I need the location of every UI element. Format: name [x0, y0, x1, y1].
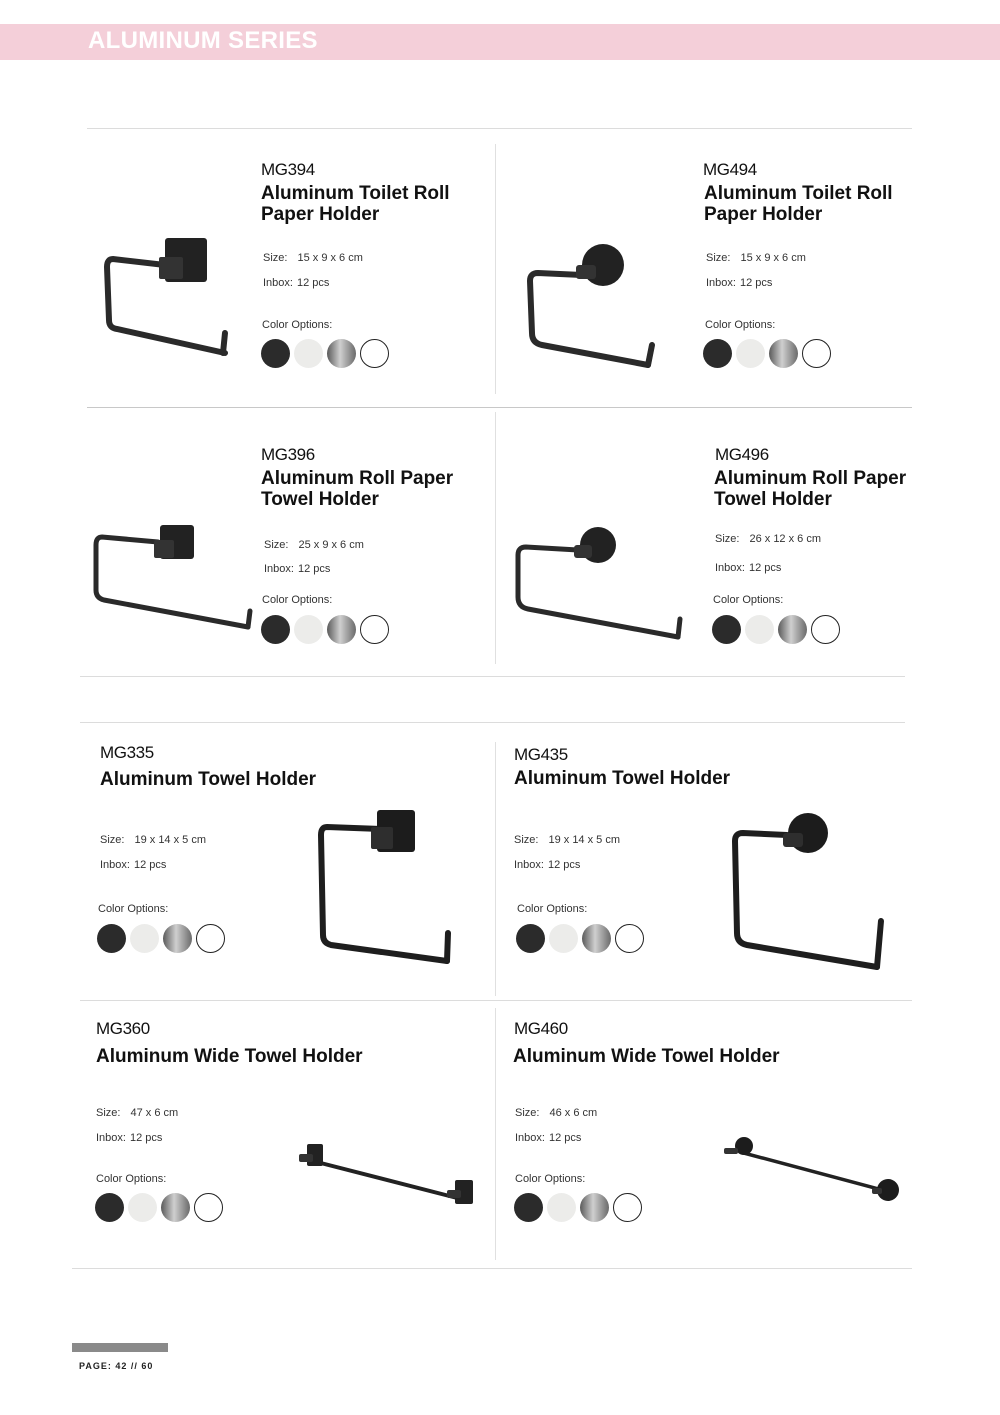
inbox-row — [100, 859, 166, 871]
inbox-label: Inbox: — [264, 563, 294, 575]
color-swatches — [261, 615, 389, 644]
product-code: MG496 — [715, 445, 769, 464]
size-label: Size: — [96, 1107, 121, 1119]
product-name — [704, 183, 893, 225]
inbox-label: Inbox: — [100, 859, 130, 871]
product-name-line: Aluminum Roll Paper — [261, 468, 454, 489]
product-name-line: Aluminum Toilet Roll — [261, 183, 450, 204]
color-options-label: Color Options: — [98, 903, 169, 915]
color-swatches — [712, 615, 840, 644]
inbox-row — [96, 1132, 162, 1144]
swatch-outline — [360, 339, 389, 368]
inbox-row — [514, 859, 580, 871]
swatch-black — [261, 339, 290, 368]
product-code: MG435 — [514, 745, 568, 764]
product-code: MG394 — [261, 160, 315, 179]
round-towel-ring-icon — [725, 805, 895, 975]
size-label: Size: — [715, 533, 740, 545]
swatch-black — [97, 924, 126, 953]
product-name — [714, 468, 906, 510]
inbox-label: Inbox: — [515, 1132, 545, 1144]
product-code: MG396 — [261, 445, 315, 464]
color-swatches — [514, 1193, 642, 1222]
inbox-label: Inbox: — [96, 1132, 126, 1144]
product-name-line: Aluminum Wide Towel Holder — [513, 1046, 780, 1067]
swatch-chrome — [163, 924, 192, 953]
swatch-white — [549, 924, 578, 953]
swatch-white — [736, 339, 765, 368]
divider — [80, 1000, 912, 1001]
size-row — [263, 252, 363, 264]
square-towel-bar-icon — [295, 1138, 480, 1210]
product-name-line: Paper Holder — [261, 204, 380, 225]
color-swatches — [261, 339, 389, 368]
product-name-line: Paper Holder — [704, 204, 823, 225]
swatch-black — [95, 1193, 124, 1222]
inbox-value: 12 pcs — [748, 562, 782, 574]
swatch-black — [712, 615, 741, 644]
size-row — [264, 539, 364, 551]
inbox-value: 12 pcs — [296, 277, 330, 289]
round-towel-bar-icon — [720, 1132, 910, 1207]
swatch-chrome — [580, 1193, 609, 1222]
swatch-white — [294, 615, 323, 644]
product-name — [261, 468, 453, 510]
inbox-value: 12 pcs — [297, 563, 331, 575]
swatch-white — [547, 1193, 576, 1222]
size-value: 19 x 14 x 5 cm — [134, 834, 207, 846]
swatch-black — [261, 615, 290, 644]
color-options-label: Color Options: — [262, 594, 333, 606]
divider — [80, 676, 905, 677]
size-value: 19 x 14 x 5 cm — [548, 834, 621, 846]
swatch-outline — [196, 924, 225, 953]
product-code: MG335 — [100, 743, 154, 762]
product-name — [96, 1046, 363, 1067]
size-row — [706, 252, 806, 264]
page-title: ALUMINUM SERIES — [88, 27, 318, 54]
square-roll-towel-holder-icon — [88, 515, 258, 640]
swatch-chrome — [327, 615, 356, 644]
product-code: MG360 — [96, 1019, 150, 1038]
size-row — [514, 834, 620, 846]
inbox-label: Inbox: — [706, 277, 736, 289]
swatch-chrome — [769, 339, 798, 368]
product-name-line: Aluminum Roll Paper — [714, 468, 907, 489]
inbox-label: Inbox: — [514, 859, 544, 871]
size-row — [96, 1107, 178, 1119]
product-name — [100, 769, 316, 790]
round-toilet-roll-holder-icon — [520, 235, 665, 375]
color-swatches — [95, 1193, 223, 1222]
product-code: MG494 — [703, 160, 757, 179]
color-options-label: Color Options: — [96, 1173, 167, 1185]
size-label: Size: — [706, 252, 731, 264]
column-divider — [495, 412, 496, 664]
inbox-row — [706, 277, 772, 289]
inbox-label: Inbox: — [715, 562, 745, 574]
size-value: 15 x 9 x 6 cm — [297, 252, 363, 264]
product-name — [513, 1046, 780, 1067]
divider — [72, 1268, 912, 1269]
swatch-white — [130, 924, 159, 953]
color-swatches — [516, 924, 644, 953]
inbox-row — [715, 562, 781, 574]
size-label: Size: — [100, 834, 125, 846]
product-name — [261, 183, 450, 225]
swatch-black — [703, 339, 732, 368]
swatch-chrome — [161, 1193, 190, 1222]
size-label: Size: — [264, 539, 289, 551]
product-code: MG460 — [514, 1019, 568, 1038]
inbox-value: 12 pcs — [133, 859, 167, 871]
swatch-outline — [360, 615, 389, 644]
divider — [80, 722, 905, 723]
swatch-chrome — [327, 339, 356, 368]
column-divider — [495, 742, 496, 996]
column-divider — [495, 144, 496, 394]
size-value: 25 x 9 x 6 cm — [298, 539, 364, 551]
product-name-line: Towel Holder — [261, 489, 379, 510]
swatch-black — [516, 924, 545, 953]
swatch-white — [294, 339, 323, 368]
square-toilet-roll-holder-icon — [95, 225, 240, 365]
divider — [87, 128, 912, 129]
size-row — [515, 1107, 597, 1119]
inbox-label: Inbox: — [263, 277, 293, 289]
size-label: Size: — [515, 1107, 540, 1119]
inbox-value: 12 pcs — [547, 859, 581, 871]
swatch-black — [514, 1193, 543, 1222]
swatch-outline — [615, 924, 644, 953]
divider — [87, 407, 912, 408]
inbox-row — [264, 563, 330, 575]
swatch-outline — [194, 1193, 223, 1222]
swatch-chrome — [778, 615, 807, 644]
inbox-value: 12 pcs — [739, 277, 773, 289]
product-name-line: Aluminum Wide Towel Holder — [96, 1046, 363, 1067]
color-swatches — [97, 924, 225, 953]
size-value: 46 x 6 cm — [549, 1107, 598, 1119]
swatch-outline — [802, 339, 831, 368]
page-number: PAGE: 42 // 60 — [79, 1361, 154, 1371]
size-value: 47 x 6 cm — [130, 1107, 179, 1119]
swatch-outline — [613, 1193, 642, 1222]
color-options-label: Color Options: — [517, 903, 588, 915]
footer-bar — [72, 1343, 168, 1352]
product-name-line: Aluminum Towel Holder — [514, 768, 731, 789]
swatch-outline — [811, 615, 840, 644]
color-options-label: Color Options: — [262, 319, 333, 331]
size-row — [715, 533, 821, 545]
product-name-line: Aluminum Towel Holder — [100, 769, 317, 790]
product-name-line: Towel Holder — [714, 489, 832, 510]
size-value: 15 x 9 x 6 cm — [740, 252, 806, 264]
product-name-line: Aluminum Toilet Roll — [704, 183, 893, 204]
round-roll-towel-holder-icon — [510, 525, 690, 650]
inbox-value: 12 pcs — [548, 1132, 582, 1144]
header-banner — [0, 24, 1000, 60]
swatch-chrome — [582, 924, 611, 953]
color-swatches — [703, 339, 831, 368]
color-options-label: Color Options: — [705, 319, 776, 331]
square-towel-ring-icon — [315, 805, 465, 970]
size-label: Size: — [514, 834, 539, 846]
inbox-value: 12 pcs — [129, 1132, 163, 1144]
product-name — [514, 768, 730, 789]
inbox-row — [515, 1132, 581, 1144]
size-label: Size: — [263, 252, 288, 264]
column-divider — [495, 1008, 496, 1260]
size-value: 26 x 12 x 6 cm — [749, 533, 822, 545]
swatch-white — [745, 615, 774, 644]
color-options-label: Color Options: — [515, 1173, 586, 1185]
color-options-label: Color Options: — [713, 594, 784, 606]
swatch-white — [128, 1193, 157, 1222]
inbox-row — [263, 277, 329, 289]
size-row — [100, 834, 206, 846]
